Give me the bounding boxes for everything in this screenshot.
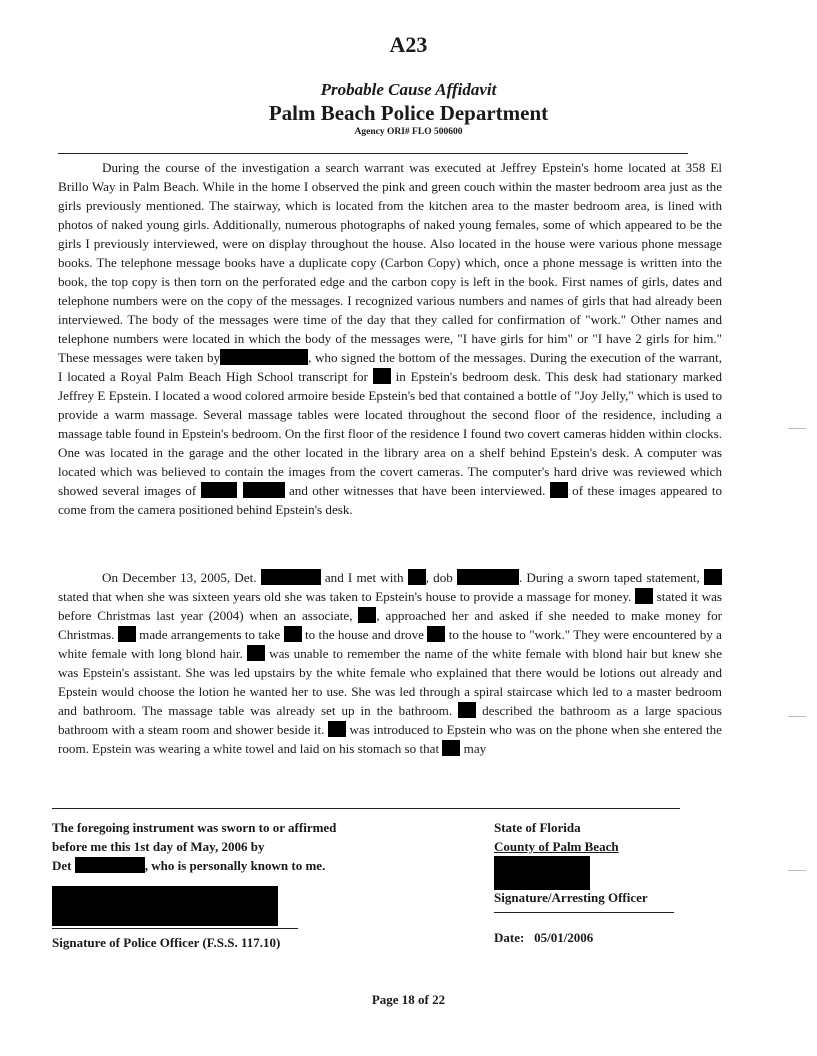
redaction xyxy=(427,626,445,642)
sworn-line-2: before me this 1st day of May, 2006 by xyxy=(52,839,265,854)
state-label: State of Florida xyxy=(494,820,581,835)
paragraph-interview xyxy=(58,568,722,758)
redaction xyxy=(442,740,460,756)
notary-venue xyxy=(494,818,619,856)
p2-text-5: stated that when she was sixteen years old she was taken to Epstein's house to provide a massage for money. xyxy=(58,589,632,604)
p2-text-11: was unable to remember the name of the white female with blond hair but knew she was Epstein's assistant. She was led upstairs by the white female who explained that there would be lotions out already and Epstein would choose the lotion he wanted her to use. She was led through a spiral staircase which led to a master bedroom and bathroom. The massage table was already set up in the bathroom. xyxy=(58,646,723,718)
sworn-statement xyxy=(52,818,336,875)
arresting-officer-label: Signature/Arresting Officer xyxy=(494,890,648,905)
county-label: County of Palm Beach xyxy=(494,839,619,854)
redaction xyxy=(704,569,722,585)
paragraph-search-warrant xyxy=(58,158,722,519)
redaction xyxy=(201,482,237,498)
det-suffix: , who is personally known to me. xyxy=(144,858,326,873)
arresting-officer-line xyxy=(494,912,674,913)
p2-text-13: was introduced to Epstein who was on the phone when she entered the room. Epstein was wearing a white towel and laid on his stomach so that xyxy=(58,722,722,756)
p2-text-4: . During a sworn taped statement, xyxy=(518,570,700,585)
p1-text-3: in Epstein's bedroom desk. This desk had stationary marked Jeffrey E Epstein. I located a wood colored armoire beside Epstein's bed that contained a bottle of "Joy Jelly," which is used to provide a warm massage. Several massage tables were located throughout the second floor of the residence, including a massage table found in Epstein's bedroom. On the first floor of the residence I found two covert cameras hidden within clocks. One was located in the garage and the other located in the library area on a shelf behind Epstein's desk. A computer was located which was believed to contain the images from the covert cameras. The computer's hard drive was reviewed which showed several images of xyxy=(58,369,722,498)
p2-text-6: stated it was before Christmas last year (2004) when an associate, xyxy=(58,589,723,623)
p2-text-7: , approached her and asked if she needed to make money for Christmas. xyxy=(58,608,722,642)
redaction xyxy=(75,857,145,873)
redaction xyxy=(284,626,302,642)
header-rule xyxy=(58,153,688,154)
redaction xyxy=(358,607,376,623)
sworn-line-1: The foregoing instrument was sworn to or affirmed xyxy=(52,820,337,835)
scan-artifact xyxy=(788,716,806,717)
redaction xyxy=(220,349,308,365)
redaction xyxy=(243,482,285,498)
date-label: Date: xyxy=(494,930,525,945)
redaction xyxy=(635,588,653,604)
scan-artifact xyxy=(788,428,806,429)
p2-text-8: made arrangements to take xyxy=(139,627,281,642)
p1-text-2: , who signed the bottom of the messages. During the execution of the warrant, I located a Royal Palm Beach High School transcript for xyxy=(58,350,722,384)
p2-text-3: , dob xyxy=(425,570,453,585)
police-signature-label: Signature of Police Officer (F.S.S. 117.10) xyxy=(52,935,281,950)
scan-artifact xyxy=(788,870,806,871)
p2-text-2: and I met with xyxy=(324,570,404,585)
date-value: 05/01/2006 xyxy=(534,930,594,945)
redaction xyxy=(408,569,426,585)
p2-text-14: may xyxy=(463,741,487,756)
p2-text-12: described the bathroom as a large spacious bathroom with a steam room and shower beside it. xyxy=(58,703,723,737)
redaction-police-signature xyxy=(52,886,278,926)
document-subtitle: Probable Cause Affidavit xyxy=(320,80,497,99)
page-number: Page 18 of 22 xyxy=(371,992,446,1007)
agency-ori: Agency ORI# FLO 500600 xyxy=(354,127,463,137)
p2-text-10: to the house to "work." They were encountered by a white female with long blond hair. xyxy=(58,627,722,661)
redaction xyxy=(328,721,346,737)
redaction xyxy=(550,482,568,498)
redaction xyxy=(261,569,321,585)
redaction-officer-signature xyxy=(494,856,590,890)
p1-text-5: of these images appeared to come from the camera positioned behind Epstein's desk. xyxy=(58,483,723,517)
redaction xyxy=(457,569,519,585)
page-code: A23 xyxy=(389,32,428,57)
police-signature-line xyxy=(52,928,298,929)
redaction xyxy=(247,645,265,661)
det-line xyxy=(52,856,336,875)
p1-text-4: and other witnesses that have been interviewed. xyxy=(288,483,546,498)
redaction xyxy=(118,626,136,642)
p1-text-1: During the course of the investigation a search warrant was executed at Jeffrey Epstein's home located at 358 El Brillo Way in Palm Beach. While in the home I observed the pink and green couch within the master bedroom area just as the girls previously mentioned. The stairway, which is located from the kitchen area to the master bedroom area, is lined with photos of naked young girls. Additionally, numerous photographs of naked young females, some of which appeared to be the girls I previously interviewed, were on display throughout the house. Also located in the house were various phone message books. The telephone message books have a duplicate copy (Carbon Copy) which, once a phone message is written into the book, the top copy is then torn on the perforated edge and the carbon copy is left in the book. First names of girls, dates and telephone numbers were on the copy of the messages. I recognized various numbers and names of girls that had already been interviewed. The body of the messages were time of the day that they called for confirmation of "work." Other names and telephone numbers were located in which the body of the messages were, "I have girls for him" or "I have 2 girls for him." These messages were taken by xyxy=(58,160,722,365)
p2-text-9: to the house and drove xyxy=(304,627,424,642)
department-name: Palm Beach Police Department xyxy=(268,101,549,125)
det-label: Det xyxy=(52,858,72,873)
date-field xyxy=(494,930,593,946)
redaction xyxy=(458,702,476,718)
redaction xyxy=(373,368,391,384)
signature-rule xyxy=(52,808,680,809)
p2-text-1: On December 13, 2005, Det. xyxy=(102,570,257,585)
